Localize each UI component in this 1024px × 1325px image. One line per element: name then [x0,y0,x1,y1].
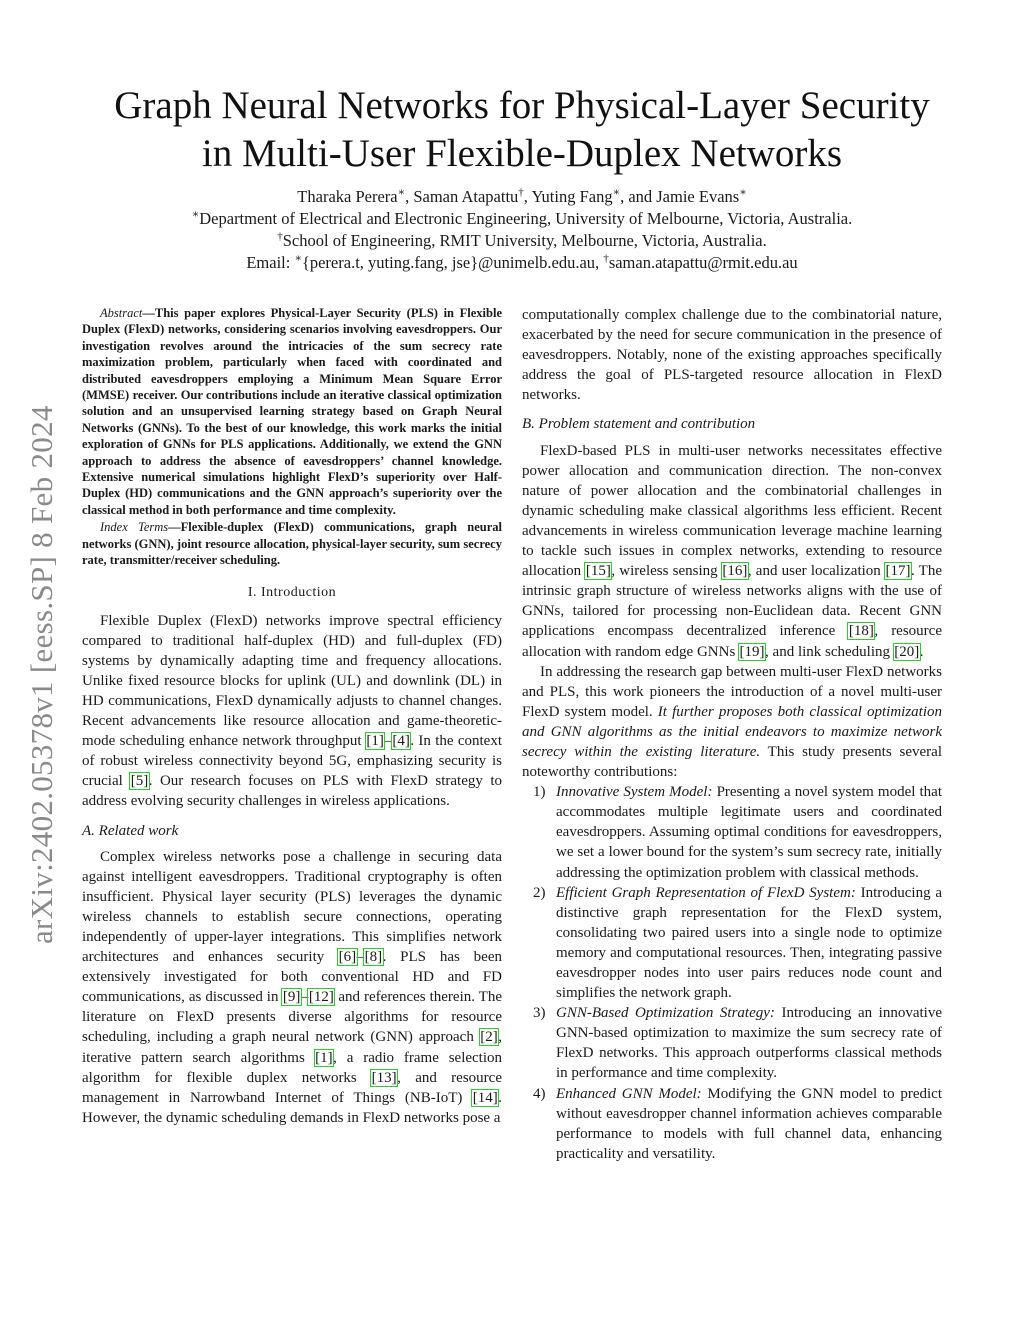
paragraph-text: . In the context of robust wireless connectivity beyond 5G, emphasizing security is crucial [82,733,502,790]
paragraph-text: . PLS has been extensively investigated for both conventional HD and FD communications, as discussed in [82,949,502,1006]
left-column [82,305,502,1128]
abstract-label: Abstract [100,306,143,320]
paragraph-text: , wireless sensing [611,563,722,580]
list-item [522,883,942,1004]
list-item-heading: GNN-Based Optimization Strategy: [556,1005,775,1022]
citation-link[interactable]: [14] [472,1089,498,1106]
citation-link[interactable]: [8] [364,949,383,966]
citation-link[interactable]: [2] [480,1029,498,1046]
citation-link[interactable]: [18] [848,623,874,640]
citation-link[interactable]: [12] [308,989,334,1006]
email-line [60,252,984,274]
author-name: Yuting Fang [531,187,613,206]
paragraph-text: , and link scheduling [765,643,894,660]
citation-link[interactable]: [20] [894,643,920,660]
affiliation-mark: ∗ [397,186,406,199]
citation-link[interactable]: [16] [722,563,748,580]
affiliation-2 [60,230,984,252]
author-separator: , and [620,187,657,206]
problem-paragraph-1 [522,441,942,662]
affiliation-text: School of Engineering, RMIT University, Melbourne, Victoria, Australia. [282,231,767,250]
paragraph-text: . Our research focuses on PLS with FlexD strategy to address evolving security challenges in wireless applications. [82,773,503,810]
abstract-text: —This paper explores Physical-Layer Security (PLS) in Flexible Duplex (FlexD) networks, considering scenarios involving eavesdroppers. Our investigation revolves around the intricacies of the sum secrecy rate maximization problem, particularly when faced with coordinated and distributed eavesdroppers employing a Minimum Mean Square Error (MMSE) receiver. Our contributions include an iterative classical optimization solution and an unsupervised learning strategy based on Graph Neural Networks (GNNs). To the best of our knowledge, this work marks the initial exploration of GNNs for PLS applications. Additionally, we extend the GNN approach to address the absence of eavesdroppers’ channel knowledge. Extensive numerical simulations highlight FlexD’s superiority over Half-Duplex (HD) communications and the GNN approach’s superiority over the classical method in both performance and time complexity. [82,306,502,517]
paragraph-text: , a radio frame selection algorithm for flexible duplex networks [82,1049,503,1086]
paragraph-text: , resource allocation with random edge GNNs [522,623,942,660]
citation-link[interactable]: [6] [338,949,357,966]
affiliation-mark: ∗ [612,186,621,199]
list-item [522,1084,942,1164]
paper-title [60,82,984,178]
affiliation-mark: † [518,186,524,199]
author-name: Jamie Evans [656,187,740,206]
citation-link[interactable]: [13] [371,1069,397,1086]
paragraph-text: In addressing the research gap between multi-user FlexD networks and PLS, this work pioneers the introduction of a novel multi-user FlexD system model. [522,663,942,720]
title-line-2: in Multi-User Flexible-Duplex Networks [201,132,843,175]
citation-link[interactable]: [5] [130,773,149,790]
list-item-number: 2) [533,884,546,901]
affiliation-1 [60,208,984,230]
index-terms [82,519,502,568]
affiliation-mark: † [277,230,283,243]
abstract [82,305,502,518]
author-name: Tharaka Perera [297,187,398,206]
affiliation-text: Department of Electrical and Electronic Engineering, University of Melbourne, Victoria, Australia. [199,209,853,228]
paragraph-text: FlexD-based PLS in multi-user networks necessitates effective power allocation and communication direction. The non-convex nature of power allocation and the combinatorial challenges in dynamic scheduling make classical algorithms less efficient. Recent advancements in wireless communication leverage machine learning to tackle such issues in complex networks, extending to resource allocation [522,442,942,580]
paragraph-text: , and user localization [747,563,885,580]
section-heading-introduction: I. Introduction [247,584,337,600]
intro-paragraph [82,611,502,812]
author-separator: , [523,187,532,206]
paragraph-text: . [919,643,924,660]
paragraph-text: Complex wireless networks pose a challenge in securing data against intelligent eavesdroppers. Traditional cryptography is often insufficient. Physical layer security (PLS) leverages the dynamic wireless channels to establish secure connections, operating independently of upper-layer integrations. This simplifies network architectures and enhances security [82,848,502,966]
affiliation-mark: † [603,252,609,265]
list-item-number: 1) [533,784,546,801]
citation-link[interactable]: [19] [739,643,765,660]
affiliation-mark: ∗ [294,252,302,265]
paragraph-text: This study presents several noteworthy contributions: [522,743,942,781]
citation-link[interactable]: [15] [585,563,611,580]
citation-link[interactable]: [4] [392,733,410,750]
paragraph-text: and references therein. The literature on FlexD presents diverse algorithms for resource scheduling, including a graph neural network (GNN) approach [82,989,502,1046]
arxiv-identifier-stamp [8,360,64,960]
email-label: Email: [246,253,295,272]
emphasized-text: It further proposes both classical optimization and GNN algorithms as the initial endeavors to maximize network secrecy within the existing literature. [522,703,942,760]
list-item-number: 4) [533,1085,546,1102]
affiliation-mark: ∗ [191,208,200,221]
list-item-heading: Innovative System Model: [556,784,713,801]
list-item-heading: Enhanced GNN Model: [556,1085,702,1102]
paragraph-text: Flexible Duplex (FlexD) networks improve spectral efficiency compared to traditional half-duplex (HD) and full-duplex (FD) systems by dynamically adapting time and frequency allocations. Unlike fixed resource blocks for uplink (UL) and downlink (DL) in HD communications, FlexD dynamically adjusts to channel changes. Recent advancements like resource allocation and game-theoretic-mode scheduling enhance network throughput [82,612,502,750]
author-name: Saman Atapattu [413,187,519,206]
citation-link[interactable]: [1] [366,733,384,750]
subsection-heading-problem-statement: B. Problem statement and contribution [522,416,756,433]
citation-dash: – [300,989,309,1006]
citation-link[interactable]: [1] [315,1049,333,1066]
list-item-heading: Efficient Graph Representation of FlexD System: [556,884,856,901]
author-separator: , [405,187,414,206]
list-item [522,1003,942,1083]
affiliation-mark: ∗ [739,186,747,199]
related-work-paragraph [82,847,502,1128]
list-item-text: Presenting a novel system model that accommodates multiple legitimate users and coordinated eavesdroppers. Assuming optimal conditions for eavesdroppers, we set a lower bound for the system’s sum secrecy rate, initially addressing the optimization problem with classical methods. [556,784,942,881]
subsection-heading-related-work: A. Related work [82,822,179,839]
related-work-continuation: computationally complex challenge due to the combinatorial nature, exacerbated by the need for secure communication in the presence of eavesdroppers. Notably, none of the existing approaches specifically address the goal of PLS-targeted resource allocation in FlexD networks. [522,307,942,404]
citation-dash: – [356,949,365,966]
contribution-list [522,782,942,1164]
list-item-text: Introducing an innovative GNN-based optimization to maximize the sum secrecy rate of FlexD networks. This approach outperforms classical methods in performance and time complexity. [556,1005,942,1082]
paragraph-text: , and resource management in Narrowband Internet of Things (NB-IoT) [82,1069,502,1106]
right-column [522,305,942,1164]
arxiv-stamp-text: arXiv:2402.05378v1 [eess.SP] 8 Feb 2024 [24,405,59,944]
index-terms-label: Index Terms [100,520,169,535]
citation-link[interactable]: [9] [282,989,301,1006]
list-item-text: Modifying the GNN model to predict without eavesdropper channel information achieves comparable performance to models with full channel data, enhancing practicality and versatility. [556,1085,942,1162]
paragraph-text: . However, the dynamic scheduling demands in FlexD networks pose a [82,1089,502,1126]
citation-dash: – [384,733,392,750]
index-terms-text: —Flexible-duplex (FlexD) communications, graph neural networks (GNN), joint resource allocation, physical-layer security, sum secrecy rate, transmitter/receiver scheduling. [82,520,502,568]
paragraph-text: , iterative pattern search algorithms [82,1029,502,1066]
problem-paragraph-2 [522,662,942,783]
list-item-text: Introducing a distinctive graph representation for the FlexD system, consolidating two paired users into a single node to optimize memory and computational resources. Then, integrating passive eavesdropper nodes into user pairs reduces node count and simplifies the network graph. [556,884,943,1002]
list-item [522,782,942,882]
paragraph-text: . The intrinsic graph structure of wireless networks aligns with the use of GNNs, tailored for processing non-Euclidean data. Recent GNN applications encompass decentralized inference [522,563,942,640]
citation-link[interactable]: [17] [885,563,911,580]
title-line-1: Graph Neural Networks for Physical-Layer Security [114,84,930,127]
email-address: saman.atapattu@rmit.edu.au [608,253,798,272]
author-block [60,186,984,274]
email-address: {perera.t, yuting.fang, jse}@unimelb.edu.au, [301,253,604,272]
author-list [60,186,984,208]
list-item-number: 3) [533,1005,546,1022]
